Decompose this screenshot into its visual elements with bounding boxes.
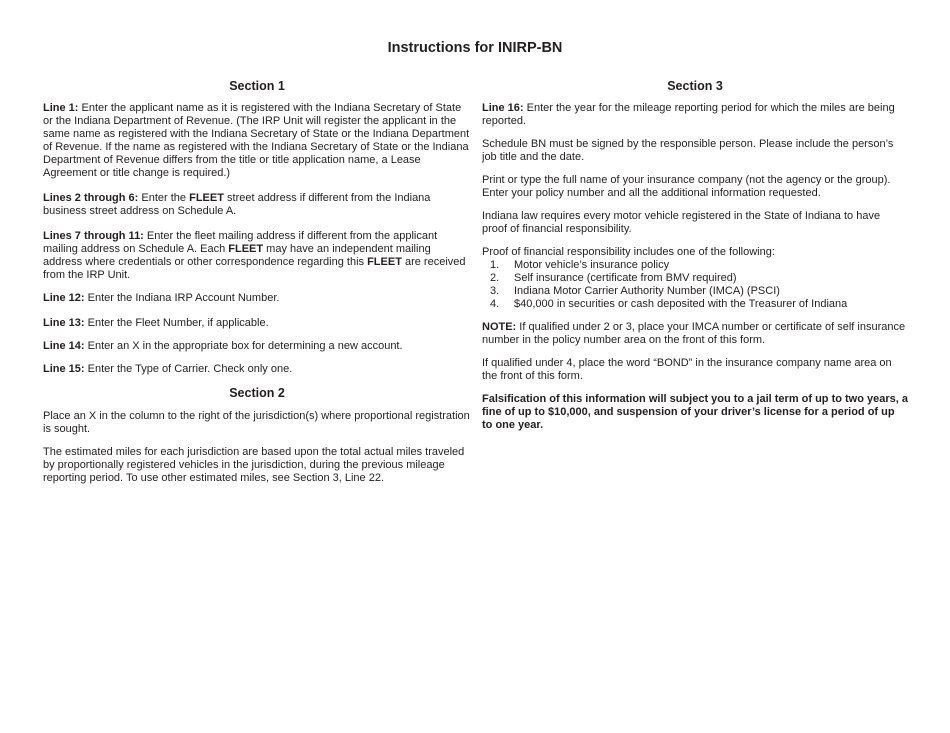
list-item	[490, 298, 908, 311]
fleet-term: FLEET	[189, 192, 224, 204]
list-number: 4.	[490, 298, 500, 310]
note-paragraph	[482, 321, 908, 347]
list-item	[490, 272, 908, 285]
note-label: NOTE:	[482, 321, 517, 333]
instruction-text: are received from the IRP Unit.	[43, 256, 466, 281]
signature-paragraph: Schedule BN must be signed by the responsible person. Please include the person’s job title and the date.	[482, 138, 894, 163]
left-column	[43, 79, 471, 495]
instruction-text: Enter the Indiana IRP Account Number.	[84, 292, 280, 304]
list-text: Self insurance (certificate from BMV required)	[514, 272, 737, 284]
instruction-text: may have an independent mailing address where credentials or other correspondence regarding this	[43, 243, 431, 268]
list-text: Motor vehicle’s insurance policy	[514, 259, 670, 271]
line-label: Line 1:	[43, 102, 79, 114]
instruction-text: Enter the applicant name as it is registered with the Indiana Secretary of State or the Indiana Department of Revenue. (The IRP Unit will register the applicant in the same name as registered with the Indiana Secretary of State or the Indiana Department of Revenue. If the name as registered with the Indiana Secretary of State or the Indiana Department of Revenue differs from the title or title application name, a Lease Agreement or title change is required.)	[43, 102, 470, 179]
list-item	[490, 259, 908, 272]
fleet-term: FLEET	[367, 256, 402, 268]
instruction-text: street address if different from the Indiana business street address on Schedule A.	[43, 192, 431, 217]
line-14-instruction	[43, 340, 471, 353]
proof-intro: Proof of financial responsibility includes one of the following:	[482, 246, 775, 258]
note-text: If qualified under 2 or 3, place your IMCA number or certificate of self insurance number in the policy number area on the front of this form.	[482, 321, 906, 346]
line-16-instruction	[482, 102, 908, 128]
bond-paragraph: If qualified under 4, place the word “BOND” in the insurance company name area on the front of this form.	[482, 357, 892, 382]
instruction-text: Enter the Fleet Number, if applicable.	[84, 317, 269, 329]
section-3-heading: Section 3	[667, 79, 723, 93]
line-label: Lines 2 through 6:	[43, 192, 139, 204]
lines-2-6-instruction	[43, 192, 471, 218]
line-label: Line 16:	[482, 102, 524, 114]
section-2-paragraph: Place an X in the column to the right of the jurisdiction(s) where proportional registration is sought.	[43, 410, 470, 435]
instruction-text: Enter the year for the mileage reporting period for which the miles are being reported.	[482, 102, 895, 127]
falsification-warning: Falsification of this information will subject you to a jail term of up to two years, a fine of up to $10,000, and suspension of your driver’s license for a period of up to one year.	[482, 393, 908, 431]
line-13-instruction	[43, 317, 471, 330]
instruction-text: Enter an X in the appropriate box for determining a new account.	[84, 340, 403, 352]
lines-7-11-instruction	[43, 230, 471, 282]
section-2-paragraph: The estimated miles for each jurisdiction are based upon the total actual miles traveled by proportionally registered vehicles in the jurisdiction, during the previous mileage reporting period. To use other estimated miles, see Section 3, Line 22.	[43, 446, 465, 484]
list-number: 1.	[490, 259, 500, 271]
line-12-instruction	[43, 292, 471, 305]
fleet-term: FLEET	[228, 243, 264, 255]
section-2-heading: Section 2	[229, 386, 285, 400]
line-label: Line 14:	[43, 340, 85, 352]
line-label: Line 13:	[43, 317, 85, 329]
line-label: Line 12:	[43, 292, 85, 304]
list-number: 3.	[490, 285, 500, 297]
right-column	[482, 79, 908, 442]
instruction-text: Enter the Type of Carrier. Check only one.	[84, 363, 293, 375]
instruction-text: Enter the fleet mailing address if different from the applicant mailing address on Schedule A. Each	[43, 230, 438, 255]
list-number: 2.	[490, 272, 500, 284]
line-15-instruction	[43, 363, 471, 376]
list-text: $40,000 in securities or cash deposited with the Treasurer of Indiana	[514, 298, 848, 310]
insurance-company-paragraph: Print or type the full name of your insurance company (not the agency or the group). Enter your policy number and all the additional information requested.	[482, 174, 891, 199]
section-1-heading: Section 1	[229, 79, 285, 93]
instruction-text: Enter the	[138, 192, 190, 204]
proof-list	[482, 259, 908, 311]
indiana-law-paragraph: Indiana law requires every motor vehicle registered in the State of Indiana to have proof of financial responsibility.	[482, 210, 881, 235]
line-label: Line 15:	[43, 363, 85, 375]
line-1-instruction	[43, 102, 471, 180]
line-label: Lines 7 through 11:	[43, 230, 144, 242]
page-title: Instructions for INIRP-BN	[387, 40, 563, 56]
list-text: Indiana Motor Carrier Authority Number (IMCA) (PSCI)	[514, 285, 780, 297]
list-item	[490, 285, 908, 298]
